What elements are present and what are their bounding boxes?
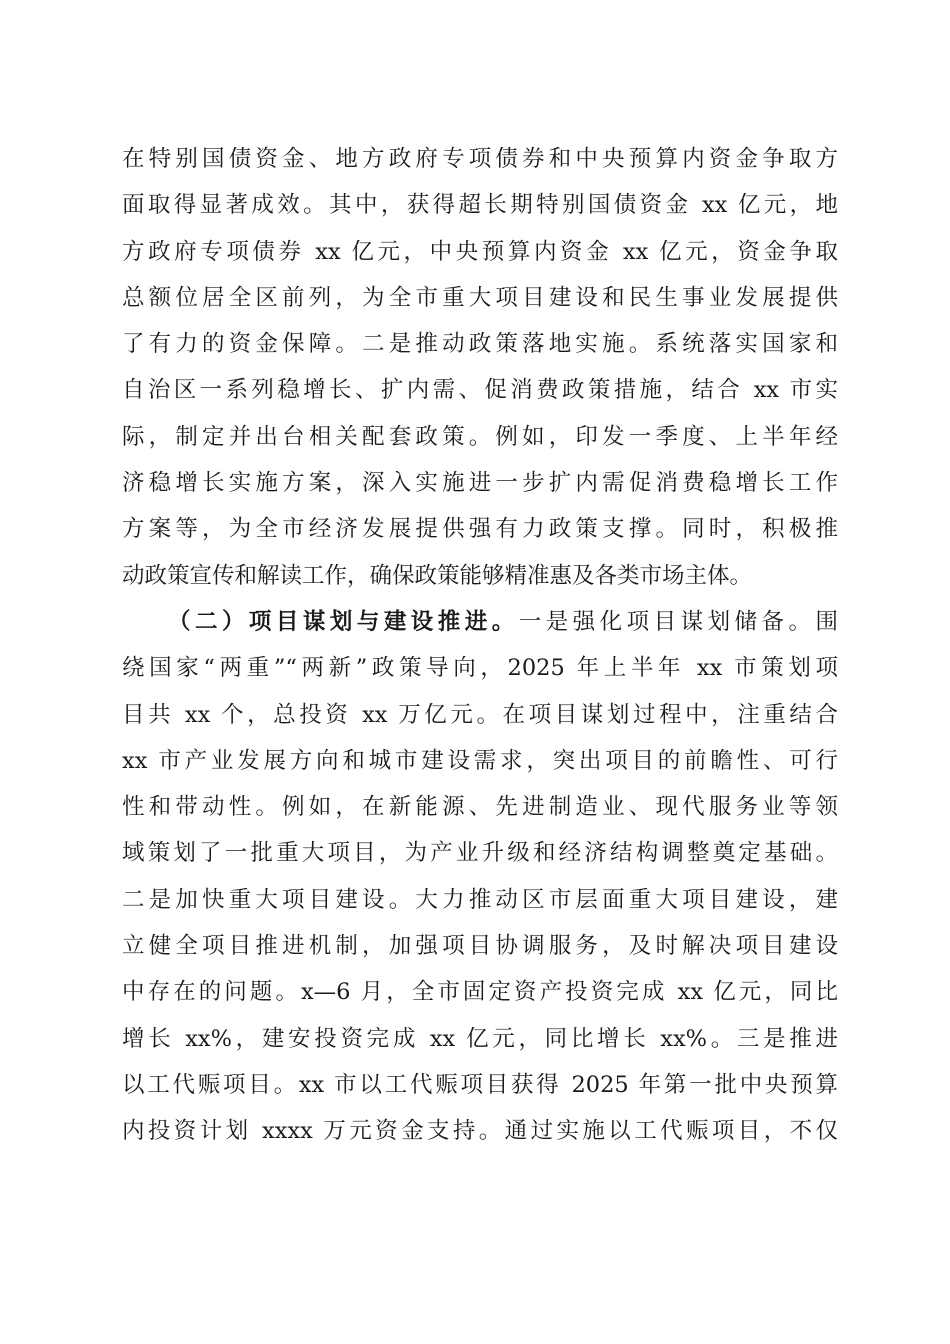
text-line: 性和带动性。例如，在新能源、先进制造业、现代服务业等领: [122, 794, 838, 821]
section-heading-rest: 一是强化项目谋划储备。围: [518, 608, 838, 635]
text-line: 面取得显著成效。其中，获得超长期特别国债资金 xx 亿元，地: [122, 192, 838, 219]
text-line: 自治区一系列稳增长、扩内需、促消费政策措施，结合 xx 市实: [122, 377, 838, 404]
text-line: 以工代赈项目。xx 市以工代赈项目获得 2025 年第一批中央预算: [122, 1071, 838, 1098]
text-line: 内投资计划 xxxx 万元资金支持。通过实施以工代赈项目，不仅: [122, 1118, 838, 1145]
body-text: [122, 136, 838, 1155]
text-line: 中存在的问题。x—6 月，全市固定资产投资完成 xx 亿元，同比: [122, 979, 838, 1006]
text-line: 济稳增长实施方案，深入实施进一步扩内需促消费稳增长工作: [122, 470, 838, 497]
text-line: xx 市产业发展方向和城市建设需求，突出项目的前瞻性、可行: [122, 747, 838, 774]
text-line: 际，制定并出台相关配套政策。例如，印发一季度、上半年经: [122, 423, 838, 450]
text-line: 域策划了一批重大项目，为产业升级和经济结构调整奠定基础。: [122, 840, 838, 867]
text-line: 增长 xx%，建安投资完成 xx 亿元，同比增长 xx%。三是推进: [122, 1025, 838, 1052]
section-heading: （二）项目谋划与建设推进。: [168, 608, 519, 635]
text-line: 方政府专项债券 xx 亿元，中央预算内资金 xx 亿元，资金争取: [122, 238, 838, 265]
text-line: 二是加快重大项目建设。大力推动区市层面重大项目建设，建: [122, 886, 838, 913]
text-line: 动政策宣传和解读工作，确保政策能够精准惠及各类市场主体。: [122, 562, 753, 589]
text-line: 绕国家“两重”“两新”政策导向，2025 年上半年 xx 市策划项: [122, 655, 838, 682]
text-line: 立健全项目推进机制，加强项目协调服务，及时解决项目建设: [122, 933, 838, 960]
text-line: 方案等，为全市经济发展提供强有力政策支撑。同时，积极推: [122, 516, 838, 543]
section-heading-line: [122, 599, 838, 645]
text-line: 总额位居全区前列，为全市重大项目建设和民生事业发展提供: [122, 284, 838, 311]
text-line: 目共 xx 个，总投资 xx 万亿元。在项目谋划过程中，注重结合: [122, 701, 838, 728]
text-line: 在特别国债资金、地方政府专项债券和中央预算内资金争取方: [122, 146, 838, 172]
text-line: 了有力的资金保障。二是推动政策落地实施。系统落实国家和: [122, 331, 838, 358]
